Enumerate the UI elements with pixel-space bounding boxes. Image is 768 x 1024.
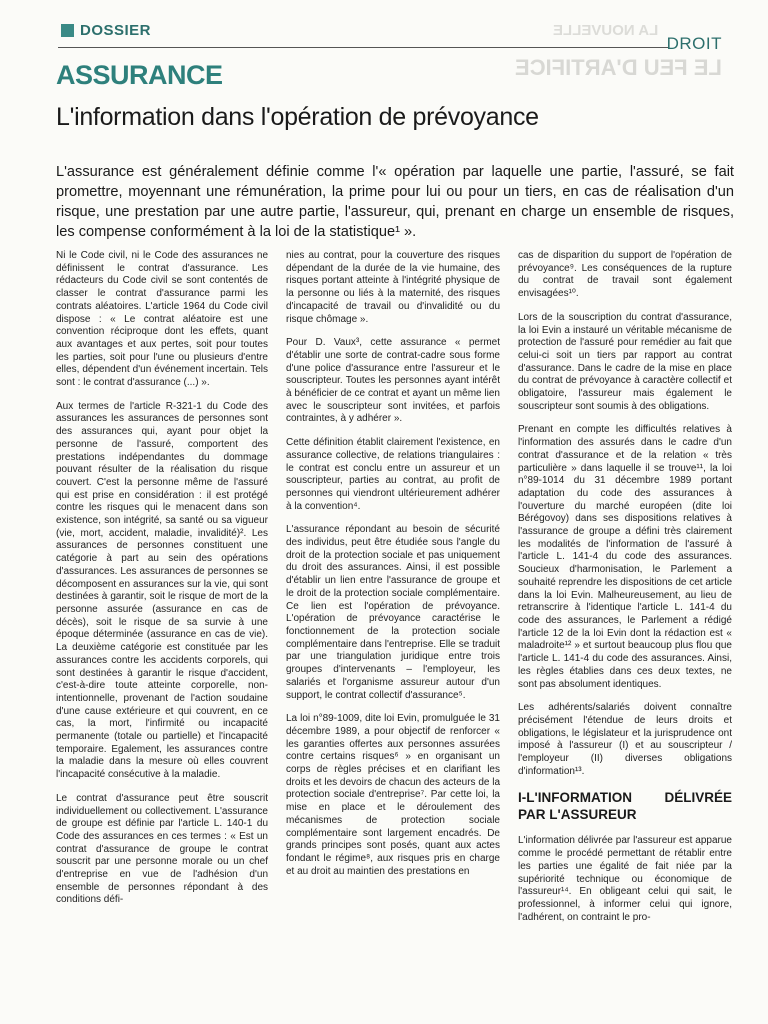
rubric-square-icon xyxy=(61,24,74,37)
paragraph: Prenant en compte les difficultés relatives à l'information des assurés dans le cadre d'un contrat d'assurance et de la relation « très particulière » dans laquelle il se trouve¹¹, la loi n°89-1014 du 31 décembre 1989 portant adaptation du code des assurances à l'ouverture du marché européen (dite loi Bérégovoy) dans ses dispositions relatives à l'assurance de groupe a défini très clairement les modalités de l'information de l'assuré à l'article L. 141-4 du code des assurances. Soucieux d'harmonisation, le Parlement a souhaité reprendre les dispositions de cet article dans la loi Evin. Malheureusement, au lieu de retranscrire à l'identique l'article L. 141-4 du code des assurances, le Parlement a rédigé l'article 12 de la loi Evin dont la rédaction est « maladroite¹² » et surtout beaucoup plus flou que l'article L. 141-4 du code des assurances. Ainsi, les règles établies dans ces deux textes, ne sont pas absolument identiques. xyxy=(518,424,733,690)
rubric-label: DOSSIER xyxy=(80,22,152,39)
paragraph: nies au contrat, pour la couverture des risques dépendant de la durée de la vie humaine, des risques portant atteinte à l'intégrité physique de la personne ou liés à la maternité, des risques d'incapacité de travail ou d'invalidité ou du risque chômage ». xyxy=(286,250,500,325)
paragraph: Les adhérents/salariés doivent connaître précisément l'étendue de leurs droits et obligations, le législateur et la jurisprudence ont imposé à l'assureur (I) et au souscripteur / l'employeur (II) diverses obligations d'information¹³. xyxy=(518,702,732,777)
paragraph: Le contrat d'assurance peut être souscrit individuellement ou collectivement. L'assurance de groupe est définie par l'article L. 140-1 du Code des assurances en ces termes : « Est un contrat d'assurance de groupe le contrat souscrit par une personne morale ou un chef d'entreprise en vue de l'adhésion d'un ensemble de personnes répondant à des conditions défi- xyxy=(56,792,268,906)
paragraph: Pour D. Vaux³, cette assurance « permet d'établir une sorte de contrat-cadre sous forme d'une police d'assurance entre l'assureur et le souscripteur. Toutes les personnes ayant intérêt à bénéficier de ce contrat et ayant un même lien avec le souscripteur sont invitées, et parfois contraintes, à y adhérer ». xyxy=(286,337,500,425)
text-column-2 xyxy=(286,250,500,889)
paragraph: La loi n°89-1009, dite loi Evin, promulguée le 31 décembre 1989, a pour objectif de renforcer « les garanties offertes aux personnes assurées contre certains risques⁶ » en organisant un corps de règles précises et en clarifiant les droits et les devoirs de chacun des acteurs de la protection sociale d'entreprise⁷. Par cette loi, la mise en place et le déroulement des mécanismes de protection sociale complémentaire sont largement encadrés. De grands principes sont posés, quant aux actes fondant le régime⁸, aux risques pris en charge et au droit au maintien des prestations en xyxy=(286,713,501,877)
text-column-3 xyxy=(518,250,732,935)
show-through-text: LE FEU D'ARTIFICE xyxy=(515,55,722,80)
text-column-1 xyxy=(56,250,268,918)
article-title: L'information dans l'opération de prévoyance xyxy=(56,103,539,131)
header-rule xyxy=(58,47,668,48)
paragraph: L'information délivrée par l'assureur est apparue comme le procédé permettant de rétablir entre les parties une égalité de fait niée par la supériorité technique ou économique de l'assureur¹⁴. En obligeant celui qui sait, le professionnel, à informer celui qui ignore, l'adhérent, on contraint le pro- xyxy=(518,835,732,923)
lead-paragraph: L'assurance est généralement définie comme l'« opération par laquelle une partie, l'assuré, se fait promettre, moyennant une rémunération, la prime pour lui ou pour un tiers, en cas de réalisation d'un risque, une prestation par une autre partie, l'assureur, qui, prenant en charge un ensemble de risques, les compense conformément à la loi de la statistique¹ ». xyxy=(56,164,734,240)
paragraph: Cette définition établit clairement l'existence, en assurance collective, de relations triangulaires : le contrat est conclu entre un assureur et un souscripteur, parties au contrat, au profit de personnes qui viendront ultérieurement adhérer à la convention⁴. xyxy=(286,437,500,512)
paragraph: Ni le Code civil, ni le Code des assurances ne définissent le contrat d'assurance. Les rédacteurs du Code civil se sont contentés de classer le contrat d'assurance parmi les contrats aléatoires. L'article 1964 du Code civil dispose : « Le contrat aléatoire est une convention réciproque dont les effets, quant aux avantages et aux pertes, soit pour toutes les parties, soit pour l'une ou plusieurs d'entre elles, dépendent d'un événement incertain. Tels sont : le contrat d'assurance (...) ». xyxy=(56,250,268,389)
show-through-text-small: LA NOUVELLE xyxy=(552,22,658,39)
section-right-label: DROIT xyxy=(666,34,722,53)
paragraph: L'assurance répondant au besoin de sécurité des individus, peut être étudiée sous l'angle du droit de la protection sociale et pas uniquement du droit des assurances. Ainsi, il est possible d'établir un lien entre l'assurance de groupe et le droit de la protection sociale complémentaire. Ce lien est l'opération de prévoyance. L'opération de prévoyance caractérise le fonctionnement de la protection sociale complémentaire dans l'entreprise. Elle se traduit par une triangulation juridique entre trois groupes d'intervenants – l'employeur, les salariés et l'organisme assureur autour d'un support, le contrat collectif d'assurance⁵. xyxy=(286,524,500,701)
paragraph: Lors de la souscription du contrat d'assurance, la loi Evin a instauré un véritable mécanisme de protection de l'assuré pour remédier au fait que celui-ci soit un tiers par rapport au contrat d'assurance. Dans le cadre de la mise en place du contrat de prévoyance à caractère collectif et obligatoire, l'assureur mais également le souscripteur sont soumis à des obligations. xyxy=(518,311,732,412)
paragraph: Aux termes de l'article R-321-1 du Code des assurances les assurances de personnes sont des assurances qui, ayant pour objet la personne de l'assuré, comportent des prestations indépendantes du dommage pouvant résulter de la réalisation du risque couvert. C'est la personne même de l'assuré qui est prise en considération : il est protégé contre les risques qui le menacent dans son existence, son intégrité, sa santé ou sa vigueur (vie, mort, accident, maladie, invalidité)². Les assurances de personnes constituent une catégorie à part au sein des opérations d'assurances. Les assurances de personnes se décomposent en assurances sur la vie, qui sont destinées à garantir, soit le risque de mort de la personne assurée (assurance en cas de décès), soit le risque de sa survie à une époque déterminée (assurance en cas de vie). La deuxième catégorie est constituée par les assurances contre les accidents corporels, qui sont destinées à garantir le risque d'accident, c'est-à-dire toute atteinte corporelle, non-intentionnelle, provenant de l'action soudaine d'une cause extérieure et qui couvrent, en ce cas, la mort, l'infirmité ou incapacité permanente (totale ou partielle) et l'incapacité temporaire. Egalement, les assurances contre la maladie dans la mesure où elles couvrent l'incapacité consécutive à la maladie. xyxy=(56,400,268,781)
subsection-heading: I-L'INFORMATION DÉLIVRÉE PAR L'ASSUREUR xyxy=(518,790,732,823)
section-heading: ASSURANCE xyxy=(56,60,223,90)
paragraph: cas de disparition du support de l'opération de prévoyance⁹. Les conséquences de la rupture du contrat de travail sont également envisagées¹⁰. xyxy=(518,250,732,300)
